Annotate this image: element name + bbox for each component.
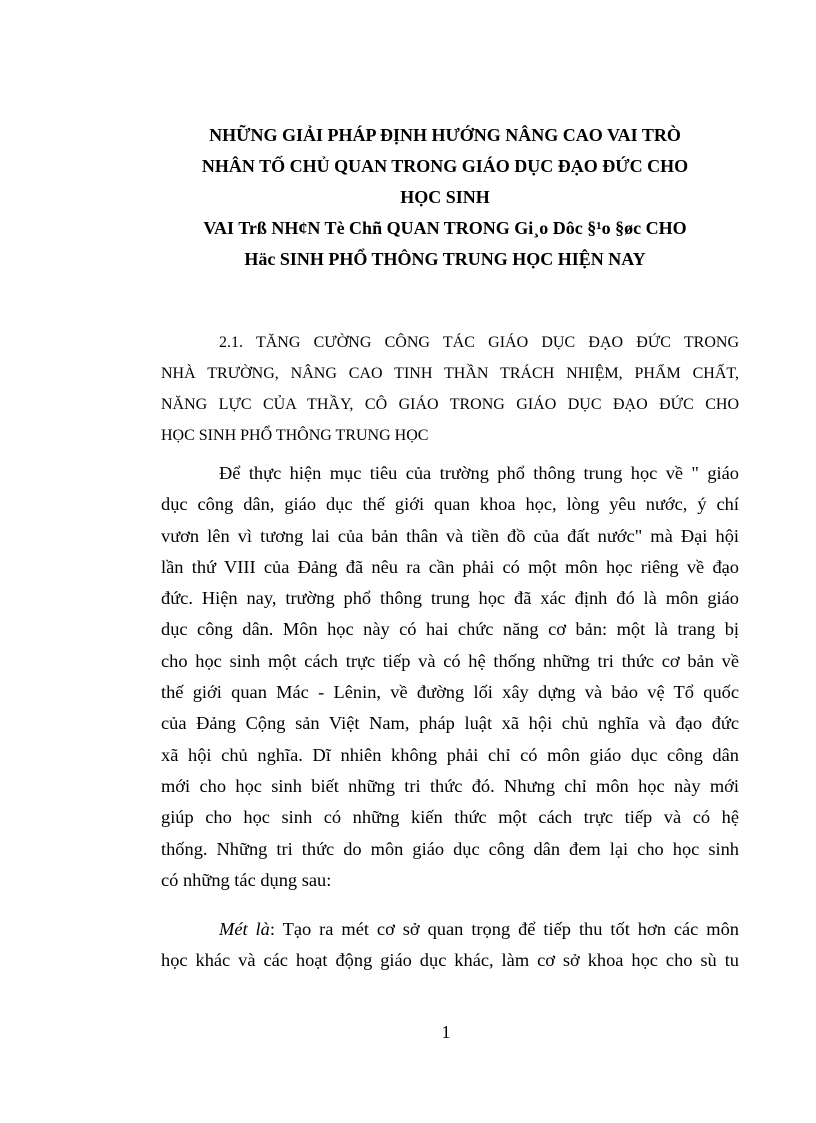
paragraph-line: thống. Những tri thức do môn giáo dục công dân đem lại cho học sinh (161, 838, 739, 859)
heading-line: NHÀ TRƯỜNG, NÂNG CAO TINH THẦN TRÁCH NHIỆM, PHẨM CHẤT, (161, 365, 739, 382)
title-line: VAI Trß NH¢N Tè Chñ QUAN TRONG Gi¸o Dôc §¹o §øc CHO (203, 218, 687, 238)
italic-lead: Mét là (219, 919, 270, 939)
title-line: NHÂN TỐ CHỦ QUAN TRONG GIÁO DỤC ĐẠO ĐỨC CHO (201, 156, 689, 176)
paragraph-line: cho học sinh một cách trực tiếp và có hệ thống những tri thức cơ bản về (161, 650, 739, 671)
paragraph-1 (161, 458, 739, 896)
paragraph-line: giúp cho học sinh có những kiến thức một cách trực tiếp và có hệ (161, 807, 739, 828)
heading-line: HỌC SINH PHỔ THÔNG TRUNG HỌC (161, 427, 429, 444)
paragraph-line: của Đảng Cộng sản Việt Nam, pháp luật xã hội chủ nghĩa và đạo đức (161, 713, 739, 734)
paragraph-line: đức. Hiện nay, trường phổ thông trung học đã xác định đó là môn giáo (161, 588, 739, 609)
paragraph-line: xã hội chủ nghĩa. Dĩ nhiên không phải chỉ có môn giáo dục công dân (161, 744, 739, 765)
title-line: NHỮNG GIẢI PHÁP ĐỊNH HƯỚNG NÂNG CAO VAI TRÒ (209, 125, 681, 145)
paragraph-line: Để thực hiện mục tiêu của trường phổ thông trung học về " giáo (219, 463, 739, 483)
title-line: Häc SINH PHỔ THÔNG TRUNG HỌC HIỆN NAY (244, 249, 646, 269)
paragraph-line: dục công dân. Môn học này có hai chức năng cơ bản: một là trang bị (161, 619, 739, 640)
document-title (150, 120, 740, 275)
heading-line: NĂNG LỰC CỦA THẦY, CÔ GIÁO TRONG GIÁO DỤC ĐẠO ĐỨC CHO (161, 396, 739, 413)
paragraph-2 (161, 914, 739, 977)
paragraph-line: dục công dân, giáo dục thế giới quan khoa học, lòng yêu nước, ý chí (161, 494, 739, 515)
paragraph-line: mới cho học sinh biết những tri thức đó. Nhưng chỉ môn học này mới (161, 775, 739, 796)
paragraph-line: lần thứ VIII của Đảng đã nêu ra cần phải có một môn học riêng về đạo (161, 556, 739, 577)
paragraph-line: học khác và các hoạt động giáo dục khác, làm cơ sở khoa học cho sù tu (161, 950, 739, 971)
heading-line: 2.1. TĂNG CƯỜNG CÔNG TÁC GIÁO DỤC ĐẠO ĐỨC TRONG (219, 334, 739, 351)
paragraph-line: vươn lên vì tương lai của bản thân và tiền đồ của đất nước" mà Đại hội (161, 525, 739, 546)
paragraph-line-rest: : Tạo ra mét cơ sở quan trọng để tiếp thu tốt hơn các môn (269, 919, 739, 939)
page-number: 1 (441, 1022, 451, 1042)
paragraph-line (161, 914, 739, 945)
title-line: HỌC SINH (400, 187, 490, 207)
section-heading (161, 327, 739, 451)
paragraph-line: có những tác dụng sau: (161, 869, 332, 890)
paragraph-line: thế giới quan Mác - Lênin, về đường lối xây dựng và bảo vệ Tổ quốc (161, 682, 739, 703)
